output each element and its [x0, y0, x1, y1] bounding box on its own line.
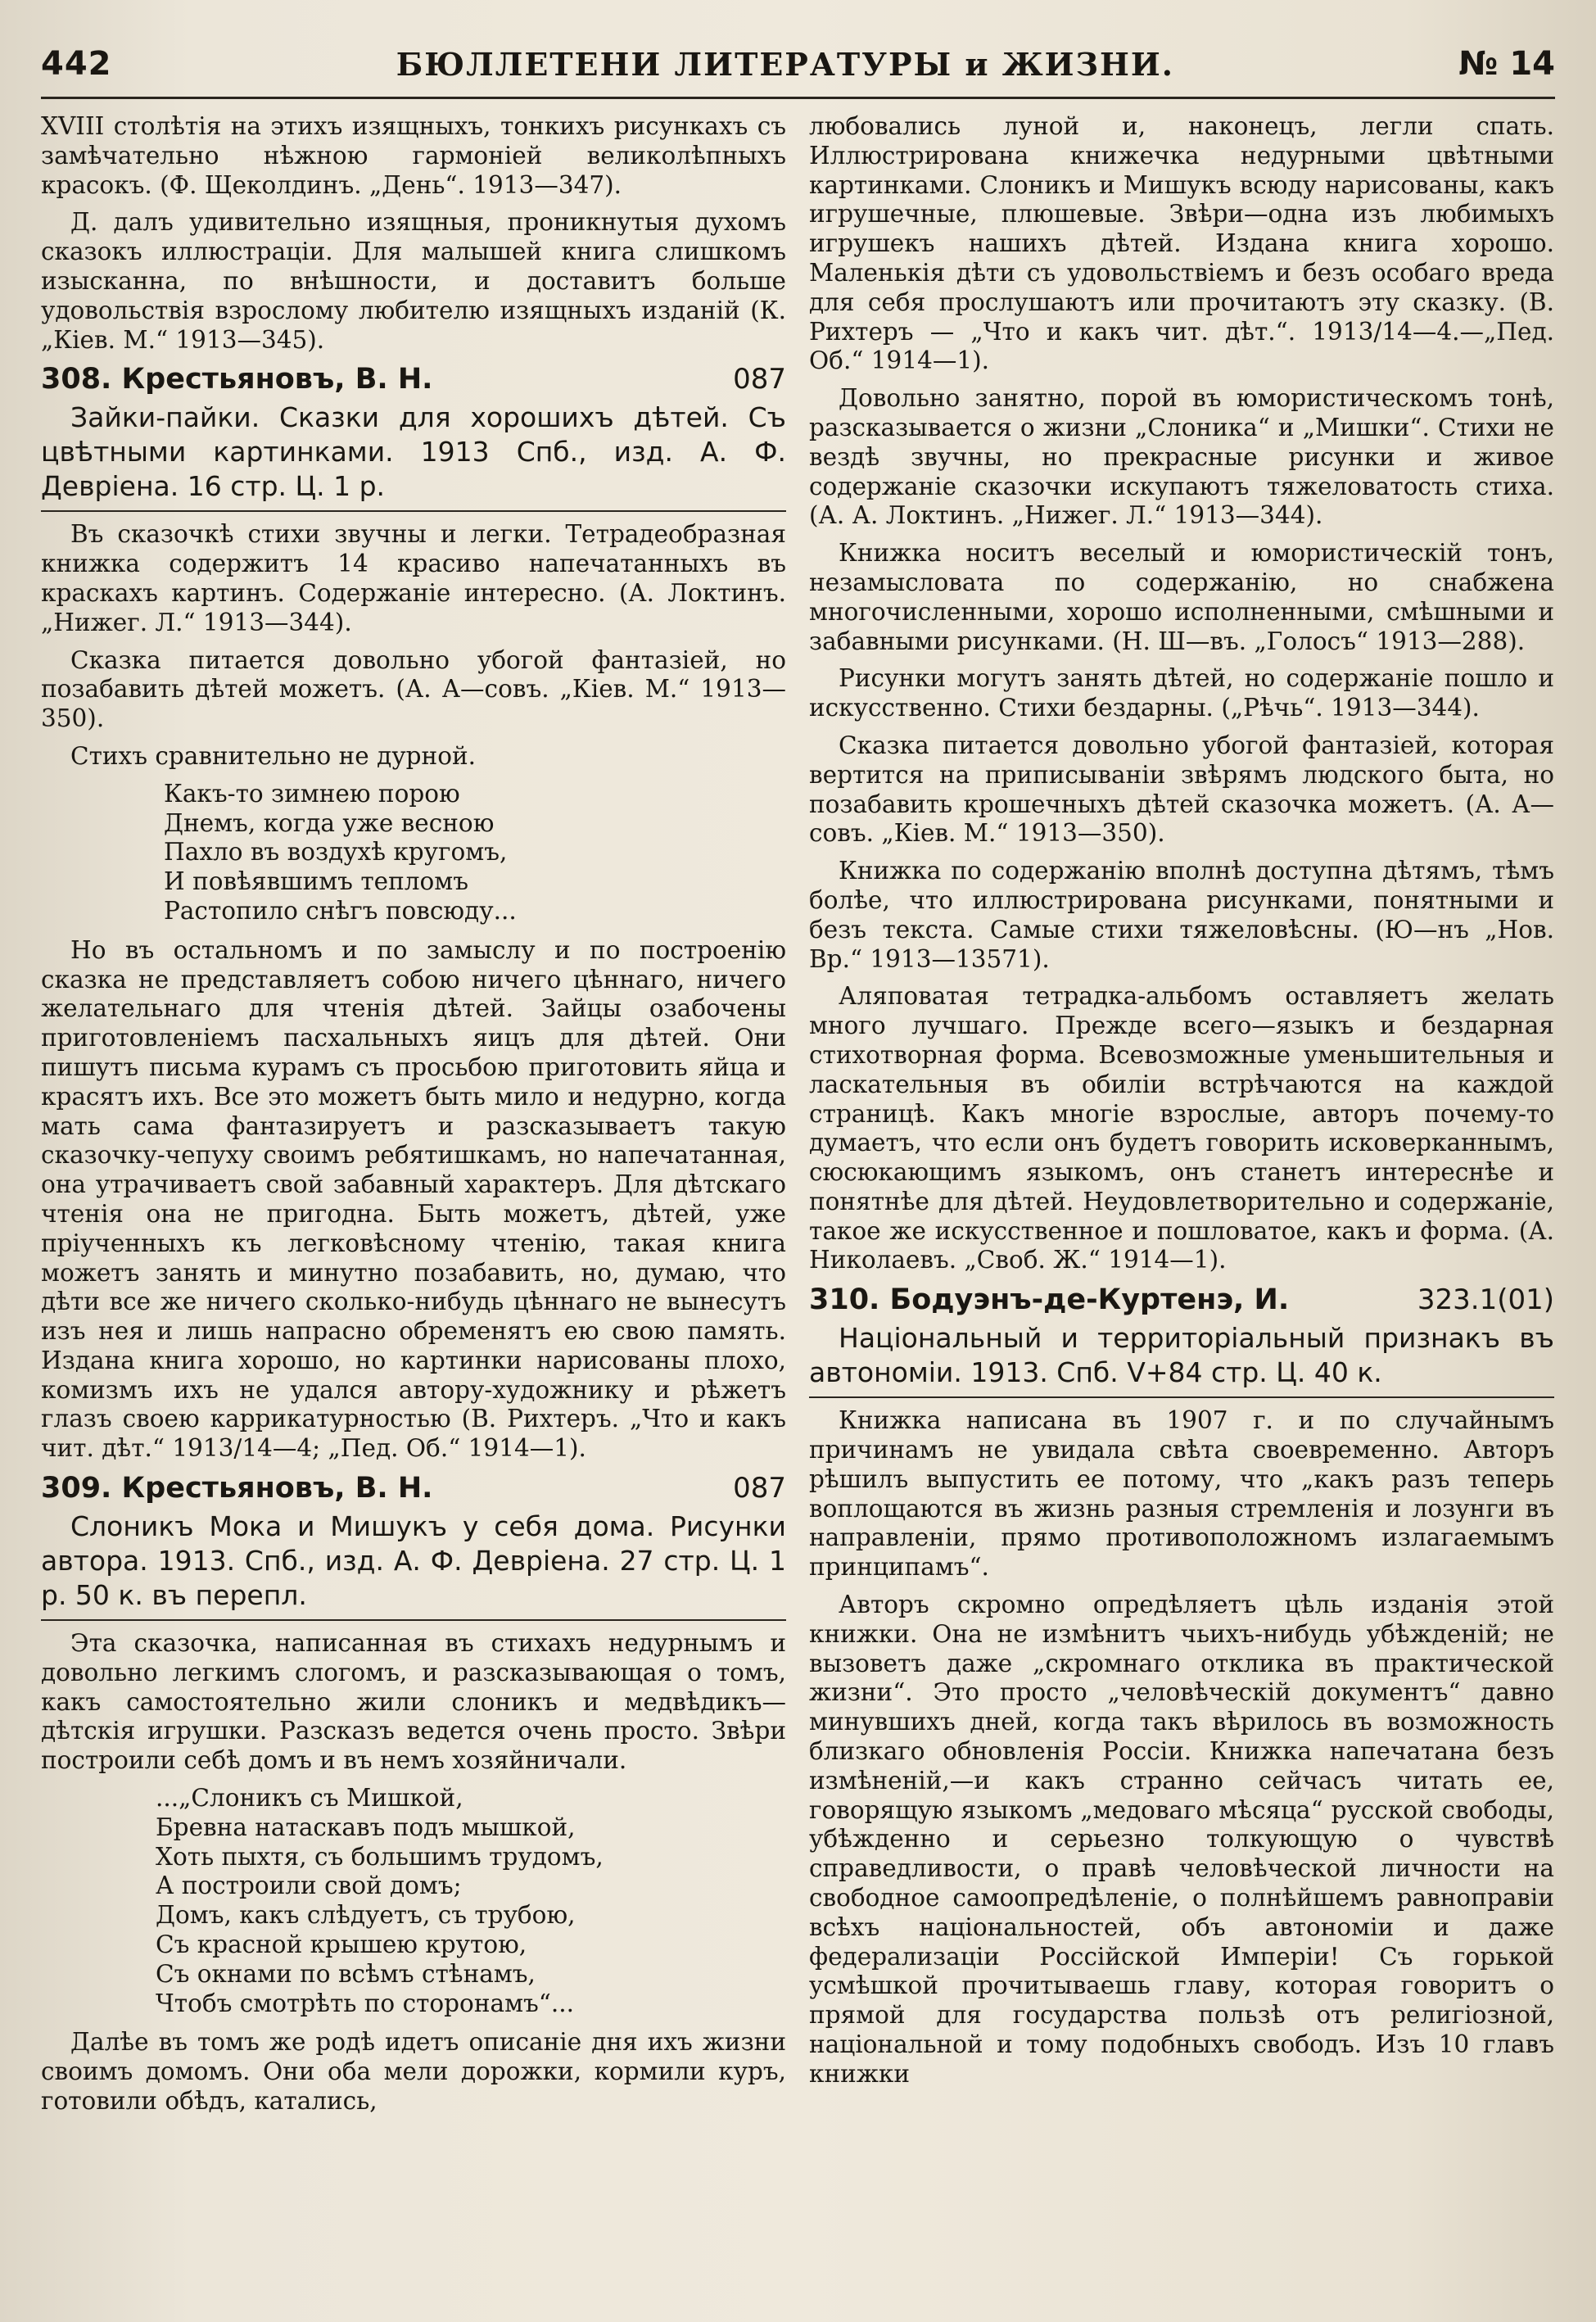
poem-quote [164, 780, 786, 926]
review-paragraph: Авторъ скромно опредѣляетъ цѣль изданія этой книжки. Она не измѣнитъ чьихъ-нибудь убѣжденій; не вызоветъ даже „скромнаго отклика въ практической жизни“. Это просто „человѣческій документъ“ давно минувшихъ дней, когда такъ вѣрилось въ возможность близкаго обновленія Россіи. Книжка напечатана безъ измѣненій,—и какъ странно сейчасъ читать ее, говорящую языкомъ „медоваго мѣсяца“ русской свободы, убѣжденно и серьезно толкующую о чувствѣ справедливости, о правѣ человѣческой личности на свободное самоопредѣленіе, о полнѣйшемъ равноправіи всѣхъ національностей, объ автономіи и даже федерализаціи Россійской Имперіи! Съ горькой усмѣшкой прочитываешь главу, которая говоритъ о прямой для государства пользѣ отъ религіозной, національной и тому подобныхъ свободъ. Изъ 10 главъ книжки [809, 1591, 1554, 2088]
paragraph: XVIII столѣтія на этихъ изящныхъ, тонкихъ рисункахъ съ замѣчательно нѣжною гармоніей великолѣпныхъ красокъ. (Ф. Щеколдинъ. „День“. 1913—347). [41, 112, 786, 199]
page-header [41, 31, 1555, 99]
issue-number: № 14 [1458, 45, 1555, 83]
review-paragraph: Сказка питается довольно убогой фантазіей, которая вертится на приписываніи звѣрямъ людского быта, но позабавить крошечныхъ дѣтей сказочка можетъ. (А. А—совъ. „Кіев. М.“ 1913—350). [809, 731, 1554, 848]
review-paragraph: Стихъ сравнительно не дурной. [70, 741, 477, 770]
left-column [41, 112, 786, 2125]
review-paragraph: Аляповатая тетрадка-альбомъ оставляетъ желать много лучшаго. Прежде всего—языкъ и бездарная стихотворная форма. Всевозможные уменьшительныя и ласкательныя въ обиліи встрѣчаются на каждой страницѣ. Какъ многіе взрослые, авторъ почему-то думаетъ, что если онъ будетъ говорить исковерканнымъ, сюсюкающимъ языкомъ, онъ станетъ интереснѣе и понятнѣе для дѣтей. Неудовлетворительно и содержаніе, такое же искусственное и пошловатое, какъ и форма. (А. Николаевъ. „Своб. Ж.“ 1914—1). [809, 982, 1554, 1274]
entry-author: 309. Крестьяновъ, В. Н. [41, 1472, 433, 1505]
entry-bibliographic-record: Зайки-пайки. Сказки для хорошихъ дѣтей. Съ цвѣтными картинками. 1913 Спб., изд. А. Ф. Девріена. 16 стр. Ц. 1 р. [41, 401, 786, 512]
poem-line: Чтобъ смотрѣть по сторонамъ“... [156, 1989, 574, 2017]
entry-udc: 323.1(01) [1417, 1283, 1554, 1317]
entry-author: 310. Бодуэнъ-де-Куртенэ, И. [809, 1283, 1290, 1317]
poem-line: Домъ, какъ слѣдуетъ, съ трубою, [156, 1901, 576, 1930]
entry-310-heading [809, 1283, 1554, 1316]
entry-308-heading [41, 363, 786, 396]
poem-line: Растопило снѣгъ повсюду... [164, 896, 517, 925]
poem-line: Бревна натаскавъ подъ мышкой, [156, 1813, 576, 1841]
review-paragraph: Далѣе въ томъ же родѣ идетъ описаніе дня ихъ жизни своимъ домомъ. Они оба мели дорожки, кормили куръ, готовили обѣдъ, катались, [41, 2028, 786, 2116]
entry-author: 308. Крестьяновъ, В. Н. [41, 363, 433, 396]
poem-line: И повѣявшимъ тепломъ [164, 867, 468, 896]
review-paragraph: Довольно занятно, порой въ юмористическомъ тонѣ, разсказывается о жизни „Слоника“ и „Мишки“. Стихи не вездѣ звучны, но прекрасные рисунки и живое содержаніе сказочки искупаютъ тяжеловатость стиха. (А. А. Локтинъ. „Нижег. Л.“ 1913—344). [809, 384, 1554, 530]
entry-309-heading [41, 1472, 786, 1505]
entry-udc: 087 [733, 1472, 786, 1505]
review-paragraph: Эта сказочка, написанная въ стихахъ недурнымъ и довольно легкимъ слогомъ, и разсказывающая о томъ, какъ самостоятельно жили слоникъ и медвѣдикъ—дѣтскія игрушки. Разсказъ ведется очень просто. Звѣри построили себѣ домъ и въ немъ хозяйничали. [41, 1629, 786, 1775]
review-paragraph: Книжка носитъ веселый и юмористическій тонъ, незамысловата по содержанію, но снабжена многочисленными, хорошо исполненными, смѣшными и забавными рисунками. (Н. Ш—въ. „Голосъ“ 1913—288). [809, 539, 1554, 655]
poem-line: Хоть пыхтя, съ большимъ трудомъ, [156, 1842, 604, 1871]
review-paragraph: Книжка по содержанію вполнѣ доступна дѣтямъ, тѣмъ болѣе, что иллюстрирована рисунками, понятными и безъ текста. Самые стихи тяжеловѣсны. (Ю—нъ „Нов. Вр.“ 1913—13571). [809, 857, 1554, 973]
review-paragraph: Но въ остальномъ и по замыслу и по построенію сказка не представляетъ собою ничего цѣннаго, ничего желательнаго для чтенія дѣтей. Зайцы озабочены приготовленіемъ пасхальныхъ яицъ для дѣтей. Они пишутъ письма курамъ съ просьбою приготовить яйца и красятъ ихъ. Все это можетъ быть мило и недурно, когда мать сама фантазируетъ и разсказываетъ такую сказочку-чепуху своимъ ребятишкамъ, но напечатанная, она утрачиваетъ свой забавный характеръ. Для дѣтскаго чтенія она не пригодна. Быть можетъ, дѣтей, уже пріученныхъ къ легковѣсному чтенію, такая книга можетъ занять и минутно позабавить, но, думаю, что дѣти все же ничего сколько-нибудь цѣннаго не вынесутъ изъ нея и лишь напрасно обременятъ ею свою память. Издана книга хорошо, но картинки нарисованы плохо, комизмъ ихъ не удался автору-художнику и рѣжетъ глазъ своею каррикатурностью (В. Рихтеръ. „Что и какъ чит. дѣт.“ 1913/14—4; „Пед. Об.“ 1914—1). [41, 935, 786, 1463]
entry-udc: 087 [733, 363, 786, 396]
right-column [809, 112, 1554, 2125]
review-paragraph: Книжка написана въ 1907 г. и по случайнымъ причинамъ не увидала свѣта своевременно. Авторъ рѣшилъ выпустить ее потому, что „какъ разъ теперь воплощаются въ жизнь разныя стремленія и лозунги въ направленіи, прямо противоположномъ излагаемымъ принципамъ“. [809, 1406, 1554, 1582]
entry-bibliographic-record: Слоникъ Мока и Мишукъ у себя дома. Рисунки автора. 1913. Спб., изд. А. Ф. Девріена. 27 стр. Ц. 1 р. 50 к. въ перепл. [41, 1510, 786, 1621]
review-paragraph: любовались луной и, наконецъ, легли спать. Иллюстрирована книжечка недурными цвѣтными картинками. Слоникъ и Мишукъ всюду нарисованы, какъ игрушечные, плюшевые. Звѣри—одна изъ любимыхъ игрушекъ нашихъ дѣтей. Издана книга хорошо. Маленькія дѣти съ удовольствіемъ и безъ особаго вреда для себя прослушаютъ или прочитаютъ эту сказку. (В. Рихтеръ — „Что и какъ чит. дѣт.“. 1913/14—4.—„Пед. Об.“ 1914—1). [809, 112, 1554, 375]
page-number: 442 [41, 45, 112, 83]
poem-line: Пахло въ воздухѣ кругомъ, [164, 838, 508, 867]
poem-line: А построили свой домъ; [156, 1872, 462, 1900]
review-paragraph: Рисунки могутъ занять дѣтей, но содержаніе пошло и искусственно. Стихи бездарны. („Рѣчь“. 1913—344). [809, 664, 1554, 722]
review-paragraph: Въ сказочкѣ стихи звучны и легки. Тетрадеобразная книжка содержитъ 14 красиво напечатанныхъ въ краскахъ картинъ. Содержаніе интересно. (А. Локтинъ. „Нижег. Л.“ 1913—344). [41, 520, 786, 636]
poem-quote [156, 1784, 786, 2018]
poem-line: ...„Слоникъ съ Мишкой, [156, 1784, 463, 1813]
entry-bibliographic-record: Національный и территоріальный признакъ въ автономіи. 1913. Спб. V+84 стр. Ц. 40 к. [809, 1321, 1554, 1398]
running-title: БЮЛЛЕТЕНИ ЛИТЕРАТУРЫ и ЖИЗНИ. [396, 45, 1175, 83]
poem-line: Днемъ, когда уже весною [164, 808, 495, 837]
paragraph: Д. далъ удивительно изящныя, проникнутыя духомъ сказокъ иллюстраціи. Для малышей книга слишкомъ изысканна, по внѣшности, и доставитъ больше удовольствія взрослому любителю изящныхъ изданій (К. „Кіев. М.“ 1913—345). [41, 208, 786, 354]
poem-line: Съ окнами по всѣмъ стѣнамъ, [156, 1959, 536, 1988]
review-paragraph: Сказка питается довольно убогой фантазіей, но позабавить дѣтей можетъ. (А. А—совъ. „Кіев. М.“ 1913—350). [41, 645, 786, 733]
poem-line: Съ красной крышею крутою, [156, 1930, 527, 1959]
poem-line: Какъ-то зимнею порою [164, 779, 460, 808]
